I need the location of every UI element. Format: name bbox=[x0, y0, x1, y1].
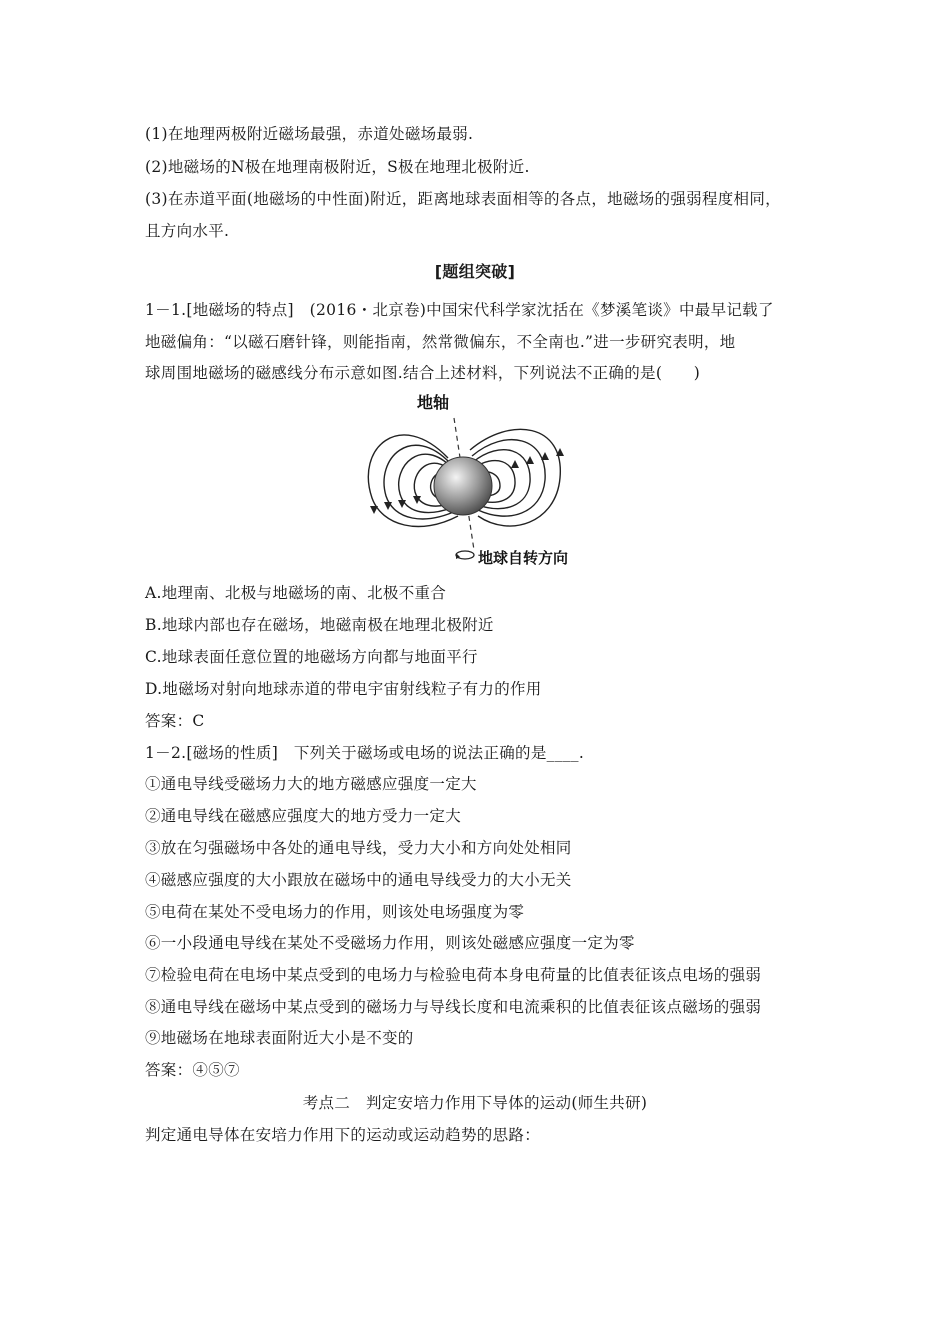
q2-item-9: ⑨地磁场在地球表面附近大小是不变的 bbox=[145, 1029, 414, 1047]
q1-stem-line-3: 球周围地磁场的磁感线分布示意如图.结合上述材料，下列说法不正确的是( ) bbox=[145, 364, 701, 382]
q2-answer: 答案：④⑤⑦ bbox=[145, 1061, 240, 1079]
q2-item-8: ⑧通电导线在磁场中某点受到的磁场力与导线长度和电流乘积的比值表征该点磁场的强弱 bbox=[145, 998, 762, 1016]
q2-stem: 1－2.[磁场的性质] 下列关于磁场或电场的说法正确的是____. bbox=[145, 744, 585, 762]
q2-item-7: ⑦检验电荷在电场中某点受到的电场力与检验电荷本身电荷量的比值表征该点电场的强弱 bbox=[145, 966, 762, 984]
section-heading: [题组突破] bbox=[434, 262, 516, 281]
rotation-direction-icon bbox=[456, 551, 474, 559]
q2-item-6: ⑥一小段通电导线在某处不受磁场力作用，则该处磁感应强度一定为零 bbox=[145, 934, 635, 952]
property-3-cont: 且方向水平. bbox=[145, 222, 230, 240]
q2-item-2: ②通电导线在磁感应强度大的地方受力一定大 bbox=[145, 807, 462, 825]
q2-item-1: ①通电导线受磁场力大的地方磁感应强度一定大 bbox=[145, 775, 477, 793]
q2-item-5: ⑤电荷在某处不受电场力的作用，则该处电场强度为零 bbox=[145, 903, 525, 921]
earth-sphere bbox=[434, 457, 492, 515]
q1-option-b: B.地球内部也存在磁场，地磁南极在地理北极附近 bbox=[145, 616, 494, 634]
property-3: (3)在赤道平面(地磁场的中性面)附近，距离地球表面相等的各点，地磁场的强弱程度相同， bbox=[145, 190, 781, 208]
axis-label: 地轴 bbox=[417, 393, 450, 412]
section2-title: 考点二 判定安培力作用下导体的运动(师生共研) bbox=[302, 1094, 648, 1112]
rotation-label: 地球自转方向 bbox=[478, 549, 569, 567]
q1-option-a: A.地理南、北极与地磁场的南、北极不重合 bbox=[145, 584, 447, 602]
geomagnetic-field-figure bbox=[360, 388, 600, 573]
q1-stem-line-1: 1－1.[地磁场的特点] (2016・北京卷)中国宋代科学家沈括在《梦溪笔谈》中最早记载了 bbox=[145, 301, 774, 319]
section2-intro: 判定通电导体在安培力作用下的运动或运动趋势的思路： bbox=[145, 1126, 541, 1144]
property-2: (2)地磁场的N极在地理南极附近，S极在地理北极附近. bbox=[145, 158, 530, 176]
q1-option-c: C.地球表面任意位置的地磁场方向都与地面平行 bbox=[145, 648, 478, 666]
q2-item-3: ③放在匀强磁场中各处的通电导线，受力大小和方向处处相同 bbox=[145, 839, 572, 857]
q1-option-d: D.地磁场对射向地球赤道的带电宇宙射线粒子有力的作用 bbox=[145, 680, 542, 698]
property-1: (1)在地理两极附近磁场最强，赤道处磁场最弱. bbox=[145, 125, 474, 143]
q1-answer: 答案：C bbox=[145, 712, 205, 730]
q2-item-4: ④磁感应强度的大小跟放在磁场中的通电导线受力的大小无关 bbox=[145, 871, 572, 889]
q1-stem-line-2: 地磁偏角：“以磁石磨针锋，则能指南，然常微偏东，不全南也.”进一步研究表明，地 bbox=[145, 333, 736, 351]
